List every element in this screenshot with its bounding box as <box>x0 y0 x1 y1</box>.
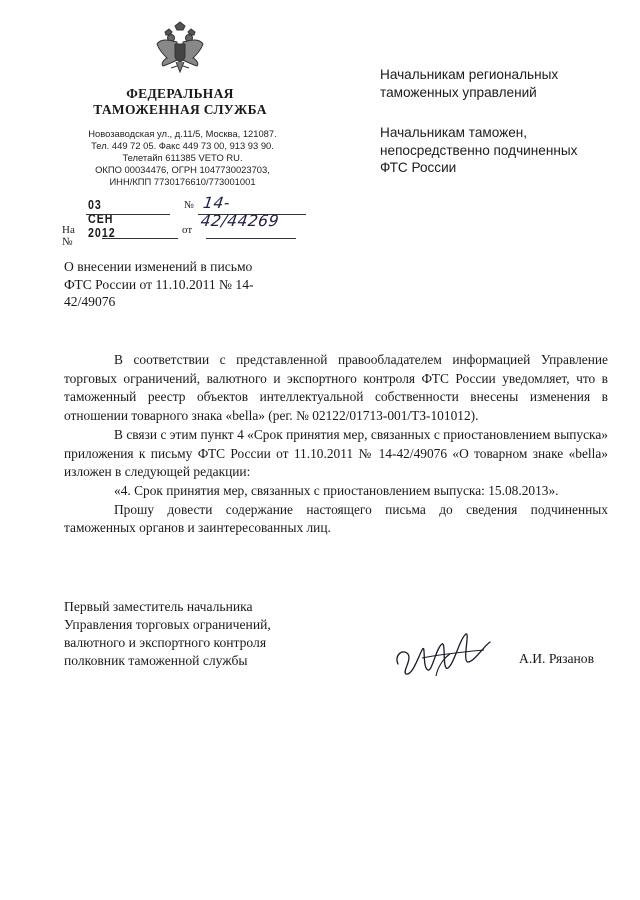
org-teletype: Телетайп 611385 VETO RU. <box>122 152 243 163</box>
recipient-line: Начальникам региональных <box>380 67 559 82</box>
body-paragraph: В связи с этим пункт 4 «Срок принятия мер, связанных с приостановлением выпуска» приложения к письму ФТС России от 11.10.2011 № 14-42/49076 «О товарном знаке «bella» изложен в следующей редакции: <box>64 426 608 480</box>
reference-date-blank <box>206 238 296 239</box>
handwritten-signature <box>392 628 497 688</box>
signatory-title-line: валютного и экспортного контроля <box>64 635 267 650</box>
subject-line: О внесении изменений в письмо <box>64 259 253 274</box>
date-underline <box>86 214 170 215</box>
recipient-line: непосредственно подчиненных <box>380 142 578 158</box>
recipient-customs <box>380 124 610 177</box>
subject-line: 42/49076 <box>64 294 116 309</box>
reference-date-label: от <box>182 224 193 236</box>
org-address: Новозаводская ул., д.11/5, Москва, 121087. <box>88 128 277 139</box>
org-name-line1: ФЕДЕРАЛЬНАЯ <box>126 86 234 101</box>
letter-body <box>64 351 608 538</box>
signatory-title-line: Первый заместитель начальника <box>64 599 253 614</box>
number-underline <box>198 214 306 215</box>
reference-number-label: На № <box>62 224 75 248</box>
number-label: № <box>184 200 195 211</box>
body-paragraph: «4. Срок принятия мер, связанных с приостановлением выпуска: 15.08.2013». <box>114 482 559 498</box>
signatory-title-line: Управления торговых ограничений, <box>64 617 271 632</box>
signatory-title-line: полковник таможенной службы <box>64 653 248 668</box>
recipient-regional <box>380 66 610 101</box>
registration-date: 03 СЕН 2012 <box>88 198 116 240</box>
subject-line: ФТС России от 11.10.2011 № 14- <box>64 276 254 292</box>
org-name-line2: ТАМОЖЕННАЯ СЛУЖБА <box>93 102 267 117</box>
letter-subject <box>64 258 304 311</box>
signatory-title <box>64 598 324 670</box>
reference-number-blank <box>102 238 178 239</box>
recipient-line: ФТС России <box>380 160 457 175</box>
body-paragraph: Прошу довести содержание настоящего письма до сведения подчиненных таможенных органов и заинтересованных лиц. <box>64 501 608 536</box>
recipient-line: таможенных управлений <box>380 84 537 100</box>
org-phones: Тел. 449 72 05. Факс 449 73 00, 913 93 90. <box>91 140 274 151</box>
org-okpo: ОКПО 00034476, ОГРН 1047730023703, <box>95 164 270 175</box>
org-inn: ИНН/КПП 7730176610/773001001 <box>109 176 256 187</box>
registration-number: 14-42/44269 <box>199 194 281 230</box>
recipient-line: Начальникам таможен, <box>380 125 528 140</box>
signatory-name: А.И. Рязанов <box>519 651 595 666</box>
body-paragraph: В соответствии с представленной правообладателем информацией Управление торговых ограничений, валютного и экспортного контроля ФТС России уведомляет, что в таможенный реестр объектов интеллектуальной собственности внесены изменения в отношении товарного знака «bella» (рег. № 02122/01713-001/ТЗ-101012). <box>64 352 608 424</box>
state-emblem-icon <box>155 20 205 76</box>
